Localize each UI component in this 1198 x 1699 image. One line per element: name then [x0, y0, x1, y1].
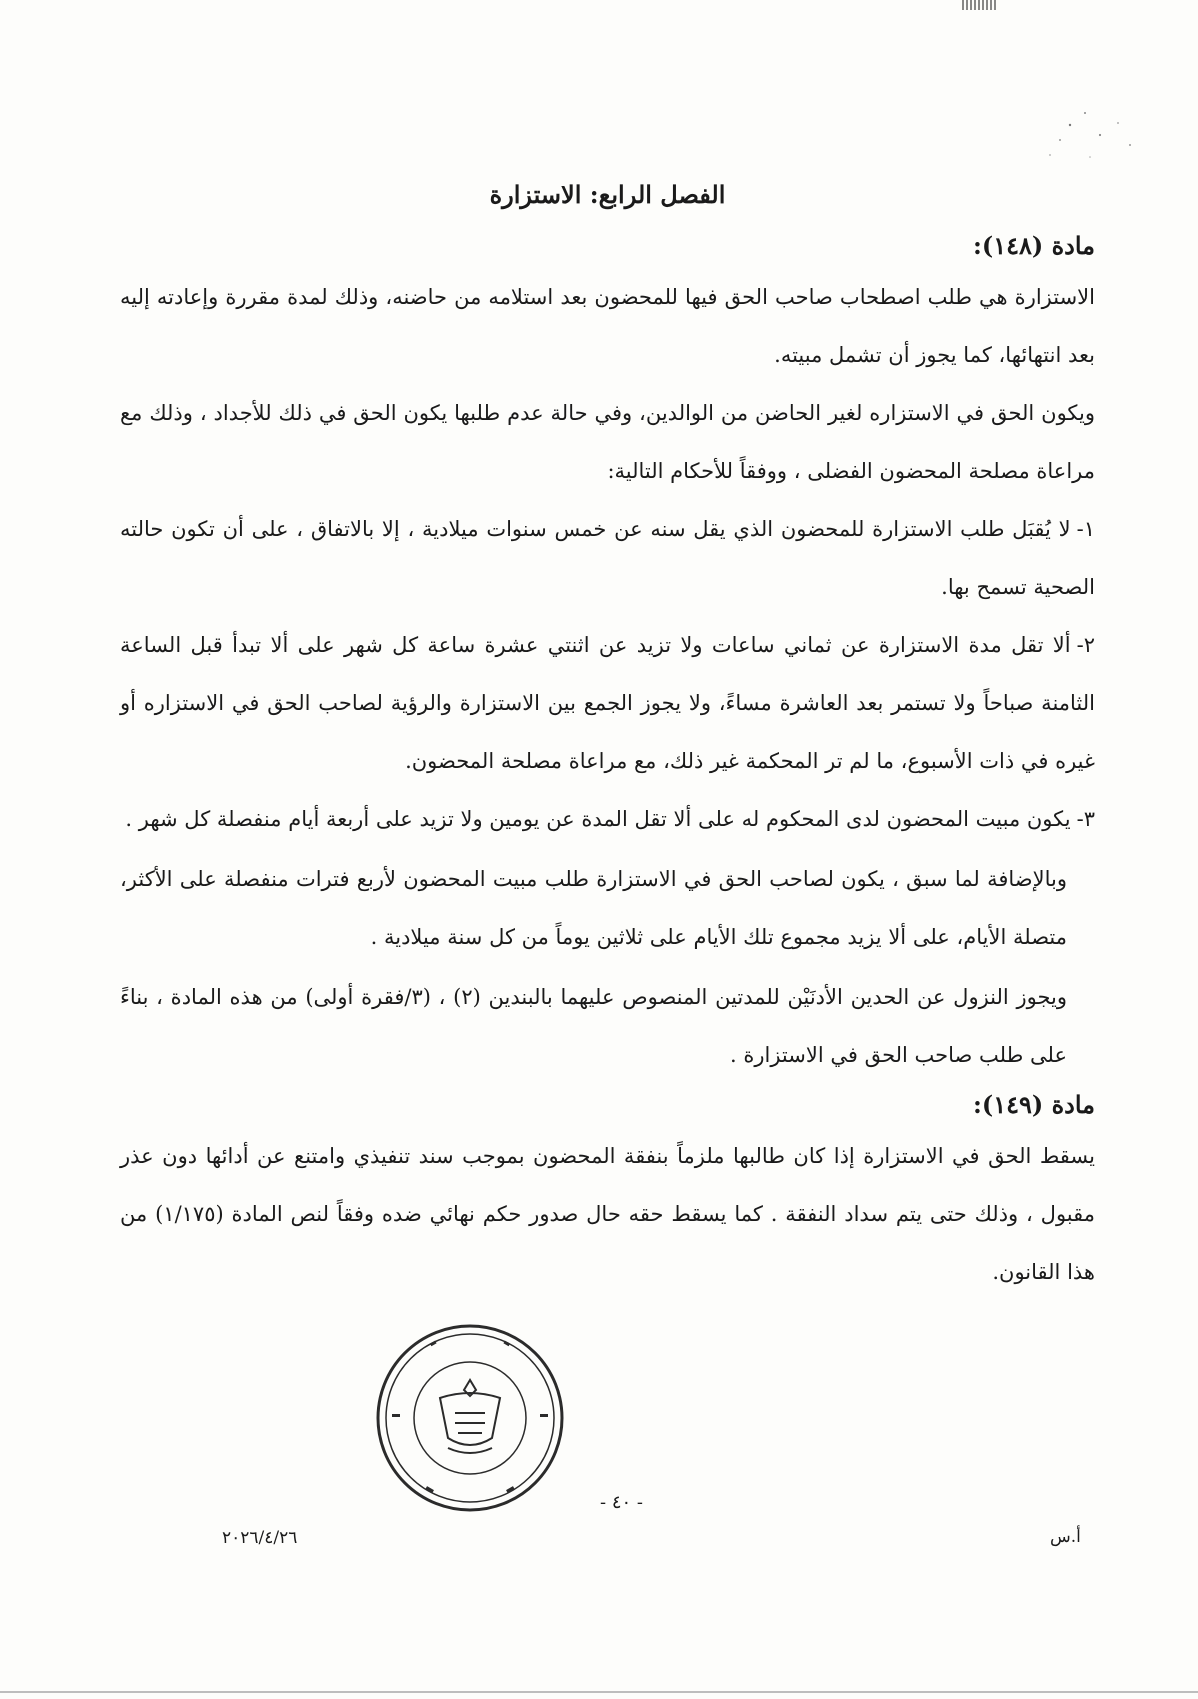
article-paragraph: يسقط الحق في الاستزارة إذا كان طالبها ملزماً بنفقة المحضون بموجب سند تنفيذي وامتنع عن أدائها دون عذر مقبول ، وذلك حتى يتم سداد النفقة . كما يسقط حقه حال صدور حكم نهائي ضده وفقاً لنص المادة (١/١٧٥) من هذا القانون. — [120, 1144, 1095, 1284]
list-item — [120, 616, 1095, 790]
article-heading: مادة (١٤٩): — [972, 1090, 1095, 1119]
article-paragraph: ويجوز النزول عن الحدين الأدنَيْن للمدتين المنصوص عليهما بالبندين (٢) ، (٣/فقرة أولى) من هذه المادة ، بناءً على طلب صاحب الحق في الاستزارة . — [120, 985, 1067, 1067]
document-body — [120, 180, 1095, 1301]
official-seal-stamp — [370, 1318, 570, 1518]
scan-specks — [1030, 95, 1160, 175]
list-item — [120, 500, 1095, 616]
article-paragraph: الاستزارة هي طلب اصطحاب صاحب الحق فيها للمحضون بعد استلامه من حاضنه، وذلك لمدة مقررة وإعادته إليه بعد انتهائها، كما يجوز أن تشمل مبيته. — [120, 285, 1095, 367]
article-149 — [120, 1090, 1095, 1301]
article-paragraph: ويكون الحق في الاستزاره لغير الحاضن من الوالدين، وفي حالة عدم طلبها يكون الحق في ذلك للأجداد ، وذلك مع مراعاة مصلحة المحضون الفضلى ، ووفقاً للأحكام التالية: — [120, 401, 1095, 483]
article-paragraph: وبالإضافة لما سبق ، يكون لصاحب الحق في الاستزارة طلب مبيت المحضون لأربع فترات منفصلة على الأكثر، متصلة الأيام، على ألا يزيد مجموع تلك الأيام على ثلاثين يوماً من كل سنة ميلادية . — [120, 867, 1067, 949]
list-item — [120, 790, 1095, 848]
scan-artifact-bottom — [0, 1691, 1198, 1693]
list-item-text: ألا تقل مدة الاستزارة عن ثماني ساعات ولا تزيد عن اثنتي عشرة ساعة كل شهر على ألا تبدأ قبل الساعة الثامنة صباحاً ولا تستمر بعد العاشرة مساءً، ولا يجوز الجمع بين الاستزارة والرؤية لصاحب الحق في الاستزاره أو غيره في ذات الأسبوع، ما لم تر المحكمة غير ذلك، مع مراعاة مصلحة المحضون. — [120, 633, 1095, 773]
list-item-text: لا يُقبَل طلب الاستزارة للمحضون الذي يقل سنه عن خمس سنوات ميلادية ، إلا بالاتفاق ، على أن تكون حالته الصحية تسمح بها. — [120, 517, 1095, 599]
list-item-number: ١- — [1076, 517, 1095, 541]
page-number: - ٤٠ - — [600, 1492, 643, 1513]
list-item-number: ٢- — [1076, 633, 1095, 657]
article-148 — [120, 231, 1095, 1084]
chapter-title: الفصل الرابع: الاستزارة — [489, 180, 726, 209]
list-item-number: ٣- — [1076, 807, 1095, 831]
article-heading: مادة (١٤٨): — [972, 231, 1095, 260]
scan-artifact-top — [962, 0, 998, 10]
footer-initials: أ.س — [1050, 1527, 1081, 1547]
footer-date: ٢٠٢٦/٤/٢٦ — [222, 1528, 298, 1548]
list-item-text: يكون مبيت المحضون لدى المحكوم له على ألا تقل المدة عن يومين ولا تزيد على أربعة أيام منفصلة كل شهر . — [125, 807, 1071, 831]
